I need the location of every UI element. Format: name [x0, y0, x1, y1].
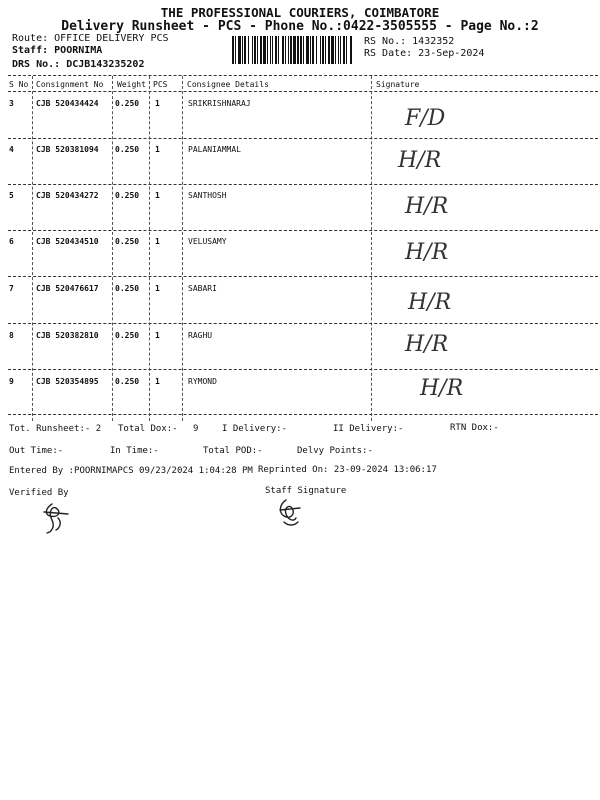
rtn-dox: RTN Dox:- [450, 423, 499, 433]
verified-by-label: Verified By [9, 488, 69, 498]
row-signature: H/R [405, 332, 449, 357]
row-consignee: SANTHOSH [188, 191, 227, 200]
total-dox-label: Total Dox:- [118, 424, 178, 434]
row-consignee: RAGHU [188, 331, 213, 340]
row-sno: 3 [9, 99, 14, 108]
drs-label: DRS No.: [12, 59, 61, 70]
row-signature: H/R [408, 290, 452, 315]
row-pcs: 1 [155, 237, 160, 246]
reprinted-on: Reprinted On: 23-09-2024 13:06:17 [258, 465, 437, 475]
row-consignee: SABARI [188, 284, 217, 293]
route-text: Route: OFFICE DELIVERY PCS [12, 33, 169, 44]
row-sno: 8 [9, 331, 14, 340]
row-weight: 0.250 [115, 191, 140, 200]
total-pod: Total POD:- [203, 446, 263, 456]
row-sno: 9 [9, 377, 14, 386]
drs-row [12, 59, 144, 70]
row-divider [8, 276, 598, 277]
drs-number: DCJB143235202 [66, 59, 145, 70]
row-consignment: CJB 520434272 [36, 191, 99, 200]
row-sno: 7 [9, 284, 14, 293]
row-weight: 0.250 [115, 99, 140, 108]
verified-signature [38, 500, 78, 536]
company-title: THE PROFESSIONAL COURIERS, COIMBATORE [160, 5, 440, 20]
row-consignee: RYMOND [188, 377, 217, 386]
row-sno: 4 [9, 145, 14, 154]
staff-name: POORNIMA [54, 45, 103, 56]
row-sno: 5 [9, 191, 14, 200]
row-consignee: VELUSAMY [188, 237, 227, 246]
row-weight: 0.250 [115, 284, 140, 293]
row-consignment: CJB 520381094 [36, 145, 99, 154]
row-consignment: CJB 520434510 [36, 237, 99, 246]
row-pcs: 1 [155, 191, 160, 200]
row-pcs: 1 [155, 99, 160, 108]
staff-label: Staff: [12, 45, 49, 56]
row-pcs: 1 [155, 331, 160, 340]
row-pcs: 1 [155, 377, 160, 386]
in-time: In Time:- [110, 446, 159, 456]
col-header-weight: Weight [117, 80, 146, 89]
row-consignee: SRIKRISHNARAJ [188, 99, 251, 108]
runsheet-title: Delivery Runsheet - PCS - Phone No.:0422-3505555 - Page No.:2 [61, 19, 539, 34]
total-dox-value: 9 [193, 424, 199, 434]
table-bottom-rule [8, 414, 598, 415]
row-consignment: CJB 520354895 [36, 377, 99, 386]
row-consignee: PALANIAMMAL [188, 145, 241, 154]
row-pcs: 1 [155, 145, 160, 154]
row-signature: H/R [405, 240, 449, 265]
row-consignment: CJB 520382810 [36, 331, 99, 340]
row-sno: 6 [9, 237, 14, 246]
delvy-points: Delvy Points:- [297, 446, 373, 456]
row-weight: 0.250 [115, 145, 140, 154]
row-pcs: 1 [155, 284, 160, 293]
col-header-consignment: Consignment No [36, 80, 104, 89]
entered-by: Entered By :POORNIMAPCS 09/23/2024 1:04:28 PM [9, 466, 253, 476]
row-weight: 0.250 [115, 237, 140, 246]
staff-row [12, 45, 102, 56]
row-signature: H/R [398, 148, 442, 173]
col-header-consignee: Consignee Details [187, 80, 269, 89]
col-header-pcs: PCS [153, 80, 168, 89]
row-divider [8, 323, 598, 324]
barcode-image [232, 36, 352, 64]
row-consignment: CJB 520434424 [36, 99, 99, 108]
i-delivery: I Delivery:- [222, 424, 288, 434]
col-header-sno: S No [9, 80, 29, 89]
row-signature: F/D [405, 106, 446, 131]
col-header-signature: Signature [376, 80, 420, 89]
row-weight: 0.250 [115, 331, 140, 340]
ii-delivery: II Delivery:- [333, 424, 404, 434]
rs-number: RS No.: 1432352 [364, 36, 455, 47]
row-weight: 0.250 [115, 377, 140, 386]
row-divider [8, 230, 598, 231]
row-consignment: CJB 520476617 [36, 284, 99, 293]
staff-signature-label: Staff Signature [265, 486, 347, 496]
out-time: Out Time:- [9, 446, 64, 456]
rs-date: RS Date: 23-Sep-2024 [364, 48, 485, 59]
row-divider [8, 138, 598, 139]
staff-signature [270, 496, 310, 532]
row-signature: H/R [405, 194, 449, 219]
row-divider [8, 184, 598, 185]
table-top-rule [8, 75, 598, 76]
table-header-rule [8, 91, 598, 92]
row-divider [8, 369, 598, 370]
tot-runsheet: Tot. Runsheet:- 2 [9, 424, 102, 434]
row-signature: H/R [420, 376, 464, 401]
